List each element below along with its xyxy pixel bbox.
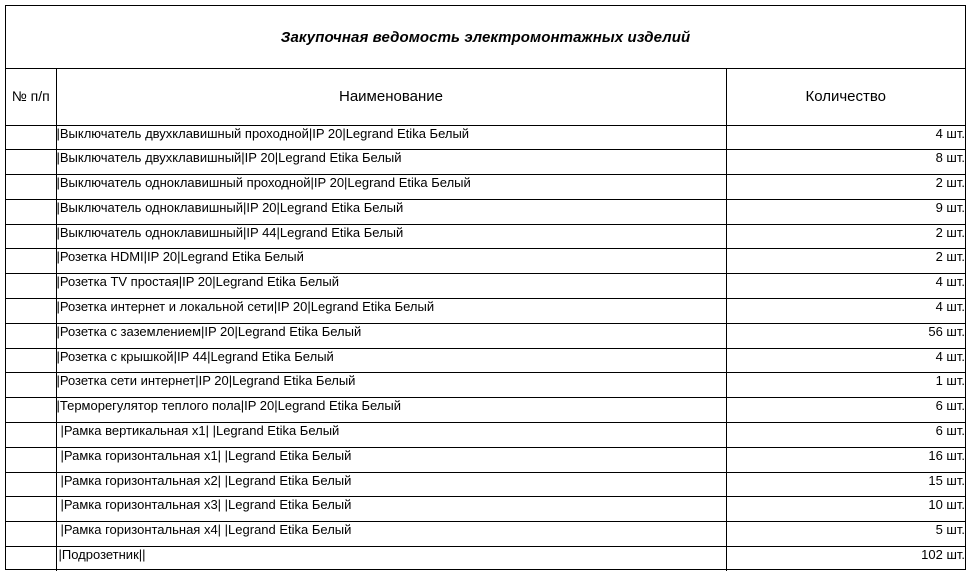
- header-name: Наименование: [56, 69, 726, 125]
- row-num: [6, 522, 56, 547]
- row-qty: 5 шт.: [726, 522, 965, 547]
- table-row: [6, 423, 965, 448]
- table-row: [6, 199, 965, 224]
- row-qty: 4 шт.: [726, 274, 965, 299]
- table-row: [6, 224, 965, 249]
- row-num: [6, 348, 56, 373]
- row-qty: 16 шт.: [726, 447, 965, 472]
- row-name: |Выключатель одноклавишный проходной|IP 20|Legrand Etika Белый: [56, 175, 726, 200]
- table-row: [6, 373, 965, 398]
- table-row: [6, 348, 965, 373]
- row-name: |Розетка HDMI|IP 20|Legrand Etika Белый: [56, 249, 726, 274]
- row-num: [6, 224, 56, 249]
- row-qty: 10 шт.: [726, 497, 965, 522]
- row-num: [6, 125, 56, 150]
- row-name: |Рамка вертикальная x1| |Legrand Etika Белый: [56, 423, 726, 448]
- table-header-row: [6, 69, 965, 125]
- row-qty: 2 шт.: [726, 249, 965, 274]
- row-num: [6, 274, 56, 299]
- row-name: |Розетка TV простая|IP 20|Legrand Etika Белый: [56, 274, 726, 299]
- row-num: [6, 199, 56, 224]
- row-name: |Розетка с крышкой|IP 44|Legrand Etika Белый: [56, 348, 726, 373]
- row-num: [6, 249, 56, 274]
- purchase-sheet: [5, 5, 966, 570]
- row-qty: 9 шт.: [726, 199, 965, 224]
- row-num: [6, 150, 56, 175]
- row-name: |Рамка горизонтальная x1| |Legrand Etika Белый: [56, 447, 726, 472]
- row-num: [6, 323, 56, 348]
- table-row: [6, 323, 965, 348]
- table-row: [6, 175, 965, 200]
- row-name: |Розетка интернет и локальной сети|IP 20|Legrand Etika Белый: [56, 299, 726, 324]
- header-num: № п/п: [6, 69, 56, 125]
- title-row: [6, 6, 965, 69]
- row-num: [6, 472, 56, 497]
- table-row: [6, 497, 965, 522]
- row-qty: 102 шт.: [726, 547, 965, 572]
- items-table: [6, 69, 965, 571]
- table-row: [6, 447, 965, 472]
- row-qty: 4 шт.: [726, 299, 965, 324]
- header-qty: Количество: [726, 69, 965, 125]
- table-row: [6, 522, 965, 547]
- table-row: [6, 249, 965, 274]
- row-name: |Розетка с заземлением|IP 20|Legrand Etika Белый: [56, 323, 726, 348]
- row-qty: 6 шт.: [726, 423, 965, 448]
- row-name: |Рамка горизонтальная x3| |Legrand Etika Белый: [56, 497, 726, 522]
- row-name: |Выключатель двухклавишный|IP 20|Legrand Etika Белый: [56, 150, 726, 175]
- row-num: [6, 447, 56, 472]
- row-qty: 2 шт.: [726, 224, 965, 249]
- table-row: [6, 398, 965, 423]
- row-num: [6, 423, 56, 448]
- row-num: [6, 398, 56, 423]
- row-qty: 6 шт.: [726, 398, 965, 423]
- table-row: [6, 150, 965, 175]
- row-name: |Рамка горизонтальная x2| |Legrand Etika Белый: [56, 472, 726, 497]
- document-title: Закупочная ведомость электромонтажных изделий: [280, 28, 691, 46]
- row-qty: 15 шт.: [726, 472, 965, 497]
- row-name: |Рамка горизонтальная x4| |Legrand Etika Белый: [56, 522, 726, 547]
- row-name: |Выключатель одноклавишный|IP 44|Legrand Etika Белый: [56, 224, 726, 249]
- table-row: [6, 274, 965, 299]
- table-row: [6, 472, 965, 497]
- table-row: [6, 125, 965, 150]
- table-row: [6, 547, 965, 572]
- row-name: |Выключатель двухклавишный проходной|IP 20|Legrand Etika Белый: [56, 125, 726, 150]
- row-num: [6, 299, 56, 324]
- row-qty: 4 шт.: [726, 125, 965, 150]
- row-qty: 56 шт.: [726, 323, 965, 348]
- row-num: [6, 175, 56, 200]
- row-num: [6, 547, 56, 572]
- row-name: |Розетка сети интернет|IP 20|Legrand Etika Белый: [56, 373, 726, 398]
- row-num: [6, 373, 56, 398]
- row-qty: 4 шт.: [726, 348, 965, 373]
- table-row: [6, 299, 965, 324]
- row-qty: 2 шт.: [726, 175, 965, 200]
- row-qty: 1 шт.: [726, 373, 965, 398]
- row-name: |Подрозетник||: [56, 547, 726, 572]
- row-name: |Терморегулятор теплого пола|IP 20|Legrand Etika Белый: [56, 398, 726, 423]
- row-name: |Выключатель одноклавишный|IP 20|Legrand Etika Белый: [56, 199, 726, 224]
- row-num: [6, 497, 56, 522]
- row-qty: 8 шт.: [726, 150, 965, 175]
